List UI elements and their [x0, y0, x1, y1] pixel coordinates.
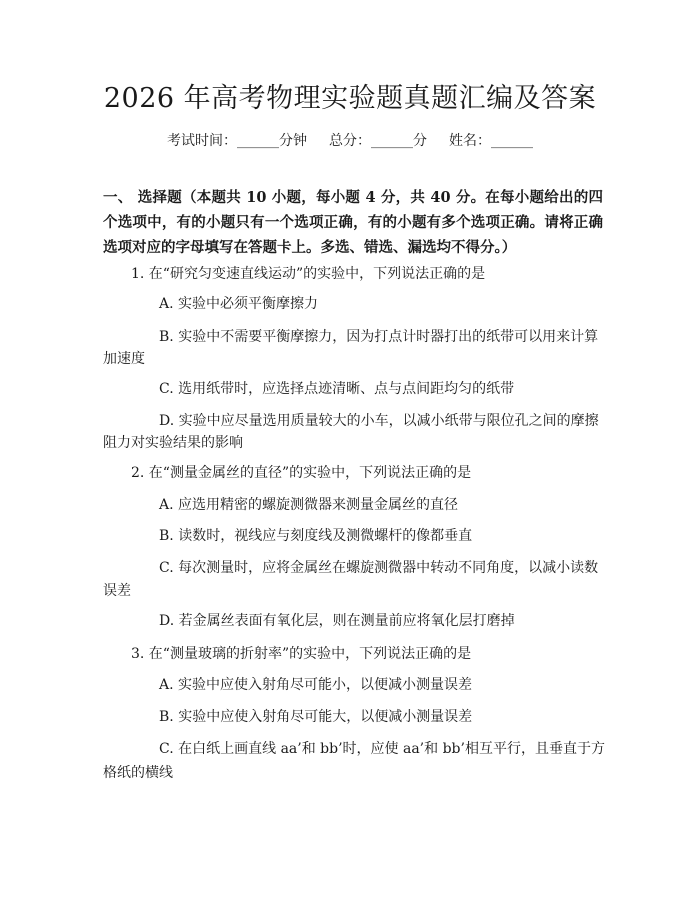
question-2-option-b: B. 读数时，视线应与刻度线及测微螺杆的像都垂直	[159, 528, 473, 544]
total-score-field: 总分：______分	[329, 133, 427, 149]
question-1-option-a: A. 实验中必须平衡摩擦力	[159, 296, 319, 312]
question-3-stem: 3. 在“测量玻璃的折射率”的实验中，下列说法正确的是	[131, 646, 472, 662]
question-1-option-b: B. 实验中不需要平衡摩擦力，因为打点计时器打出的纸带可以用来计算	[159, 329, 599, 345]
question-1-option-d: D. 实验中应尽量选用质量较大的小车，以减小纸带与限位孔之间的摩擦	[159, 413, 599, 429]
question-3-option-c: C. 在白纸上画直线 aa’和 bb’时，应使 aa’和 bb’相互平行，且垂直于方	[159, 741, 605, 757]
question-3-option-b: B. 实验中应使入射角尽可能大，以便减小测量误差	[159, 709, 473, 725]
question-2-option-a: A. 应选用精密的螺旋测微器来测量金属丝的直径	[159, 497, 459, 513]
question-2-option-d: D. 若金属丝表面有氧化层，则在测量前应将氧化层打磨掉	[159, 613, 515, 629]
question-1-stem: 1. 在“研究匀变速直线运动”的实验中，下列说法正确的是	[131, 266, 486, 282]
question-2-stem: 2. 在“测量金属丝的直径”的实验中，下列说法正确的是	[131, 465, 472, 481]
question-2-option-c: C. 每次测量时，应将金属丝在螺旋测微器中转动不同角度，以减小读数	[159, 560, 599, 576]
question-1-option-b-continued: 加速度	[103, 351, 145, 367]
student-name-field: 姓名：______	[449, 133, 533, 149]
question-2-option-c-continued: 误差	[103, 583, 131, 599]
exam-info-line	[0, 131, 700, 151]
document-title: 2026 年高考物理实验题真题汇编及答案	[103, 83, 597, 114]
question-1-option-d-continued: 阻力对实验结果的影响	[103, 435, 243, 451]
question-3-option-a: A. 实验中应使入射角尽可能小，以便减小测量误差	[159, 677, 473, 693]
question-3-option-c-continued: 格纸的横线	[103, 765, 173, 781]
exam-time-field: 考试时间：______分钟	[167, 133, 307, 149]
question-1-option-c: C. 选用纸带时，应选择点迹清晰、点与点间距均匀的纸带	[159, 381, 515, 397]
section-heading: 一、 选择题（本题共 10 小题，每小题 4 分，共 40 分。在每小题给出的四个选项中，有的小题只有一个选项正确，有的小题有多个选项正确。请将正确选项对应的字母填写在答题卡上。多选、错选、漏选均不得分。）	[103, 189, 603, 256]
